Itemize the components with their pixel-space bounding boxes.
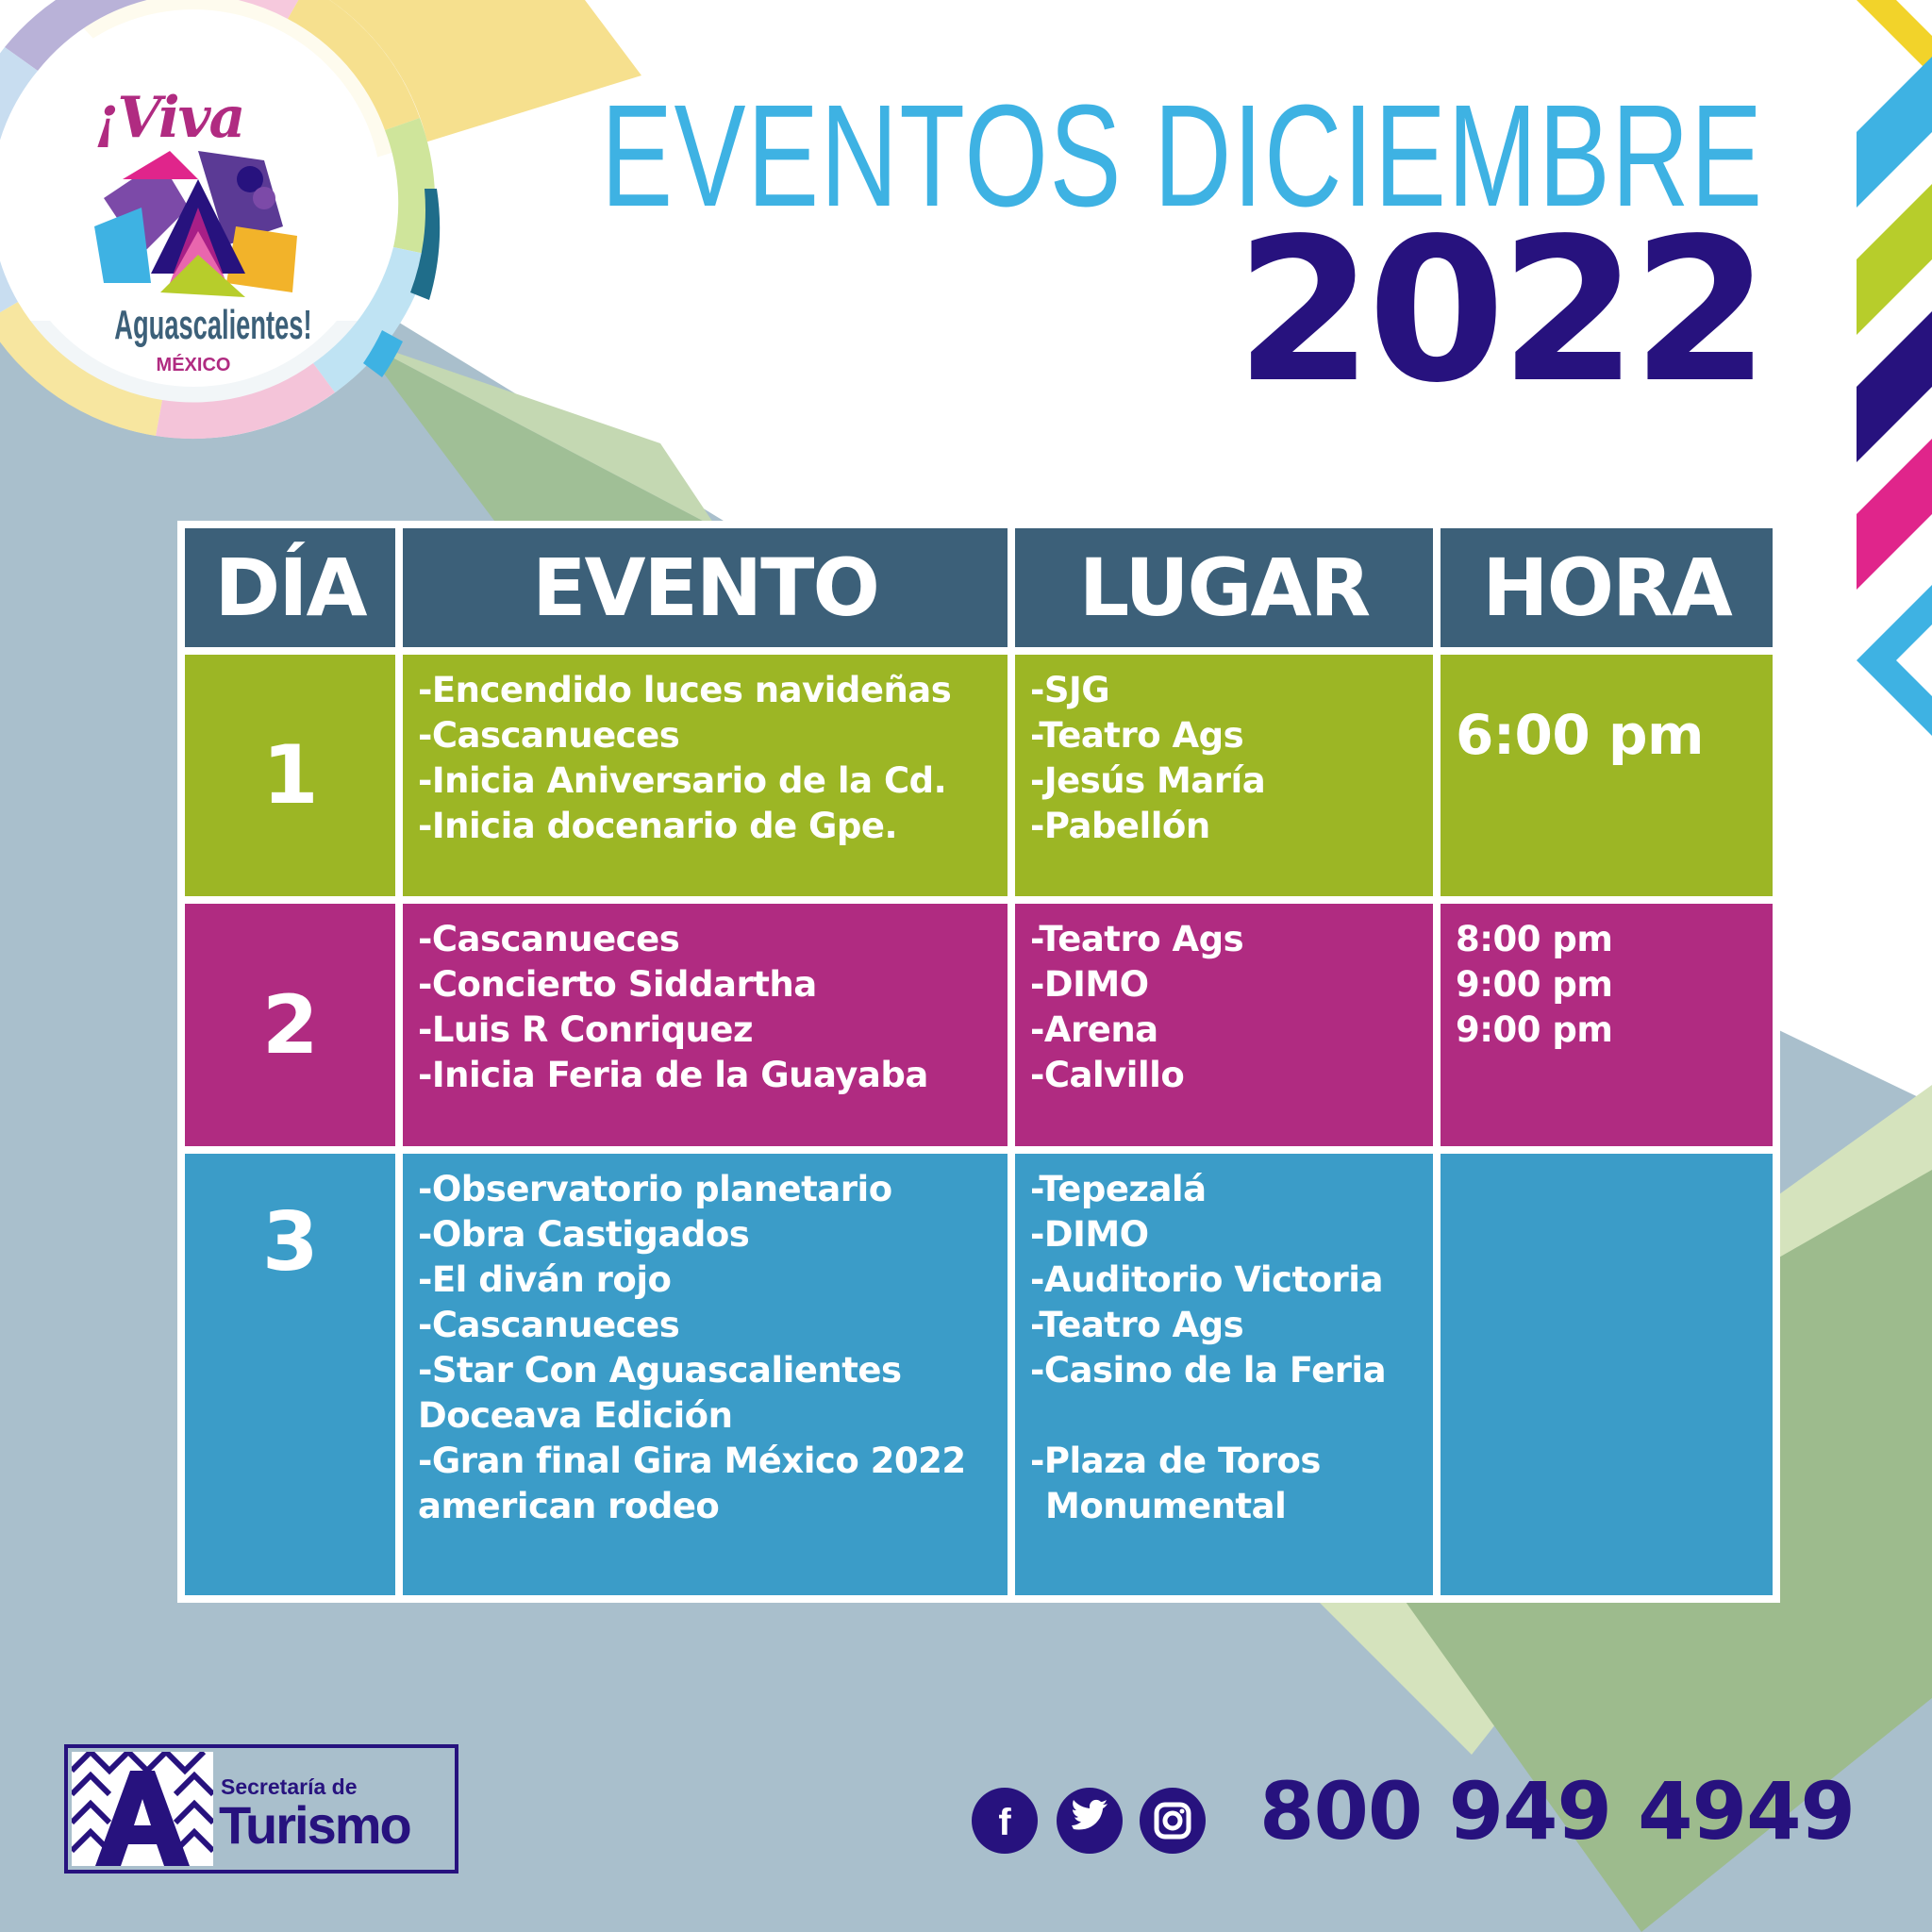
page-year: 2022 xyxy=(1235,195,1764,426)
place-item: -Jesús María xyxy=(1030,760,1266,801)
place-item: -Arena xyxy=(1030,1009,1158,1050)
event-item: -Inicia Aniversario de la Cd. xyxy=(418,760,947,801)
logo-brand-name: Aguascalientes! xyxy=(114,302,312,348)
event-item: Doceava Edición xyxy=(418,1395,733,1436)
svg-text:f: f xyxy=(998,1802,1011,1843)
day-cell: 3 xyxy=(185,1154,395,1595)
table-row xyxy=(185,655,1773,896)
day-cell: 2 xyxy=(185,904,395,1146)
time-item: 6:00 pm xyxy=(1456,703,1704,767)
event-item: -Inicia Feria de la Guayaba xyxy=(418,1055,928,1095)
time-cell xyxy=(1441,655,1773,896)
letter-a-emblem-icon xyxy=(72,1752,213,1866)
event-cell xyxy=(403,655,1008,896)
event-item: -Inicia docenario de Gpe. xyxy=(418,806,898,846)
place-item: -Teatro Ags xyxy=(1030,715,1244,756)
secretaria-turismo-logo xyxy=(64,1744,458,1874)
table-row xyxy=(185,904,1773,1146)
twitter-icon[interactable] xyxy=(1057,1788,1123,1854)
column-header-dia: DÍA xyxy=(185,528,395,647)
place-item: -Calvillo xyxy=(1030,1055,1185,1095)
place-item: -Pabellón xyxy=(1030,806,1210,846)
table-header-row xyxy=(185,528,1773,647)
viva-aguascalientes-logo xyxy=(66,85,321,387)
time-item: 9:00 pm xyxy=(1456,1009,1613,1050)
instagram-icon[interactable] xyxy=(1140,1788,1206,1854)
event-cell xyxy=(403,1154,1008,1595)
phone-number[interactable]: 800 949 4949 xyxy=(1259,1765,1855,1857)
column-header-lugar: LUGAR xyxy=(1015,528,1433,647)
event-item: -Star Con Aguascalientes xyxy=(418,1350,902,1391)
place-cell xyxy=(1015,655,1433,896)
place-item: -Auditorio Victoria xyxy=(1030,1259,1383,1300)
logo-country: MÉXICO xyxy=(156,355,231,375)
event-item: -Gran final Gira México 2022 xyxy=(418,1441,966,1481)
place-spacer xyxy=(1030,1393,1420,1439)
place-cell xyxy=(1015,904,1433,1146)
place-item: Monumental xyxy=(1045,1486,1287,1526)
place-item: -Casino de la Feria xyxy=(1030,1350,1387,1391)
event-item: -Obra Castigados xyxy=(418,1214,750,1255)
facebook-icon[interactable] xyxy=(972,1788,1038,1854)
event-item: -El diván rojo xyxy=(418,1259,672,1300)
time-cell xyxy=(1441,1154,1773,1595)
events-table xyxy=(177,521,1780,1603)
event-item: -Cascanueces xyxy=(418,919,680,959)
event-item: -Cascanueces xyxy=(418,715,680,756)
event-cell xyxy=(403,904,1008,1146)
place-item: -SJG xyxy=(1030,670,1110,710)
event-item: -Encendido luces navideñas xyxy=(418,670,952,710)
time-item: 8:00 pm xyxy=(1456,919,1613,959)
time-item: 9:00 pm xyxy=(1456,964,1613,1005)
turismo-label: Turismo xyxy=(219,1795,410,1855)
event-item: -Concierto Siddartha xyxy=(418,964,817,1005)
event-item: -Cascanueces xyxy=(418,1305,680,1345)
place-item: -Tepezalá xyxy=(1030,1169,1207,1209)
place-item: -DIMO xyxy=(1030,964,1149,1005)
table-row xyxy=(185,1154,1773,1595)
time-cell xyxy=(1441,904,1773,1146)
place-item: -Teatro Ags xyxy=(1030,1305,1244,1345)
day-cell: 1 xyxy=(185,655,395,896)
place-item: -Plaza de Toros xyxy=(1030,1441,1321,1481)
event-item: -Luis R Conriquez xyxy=(418,1009,754,1050)
place-cell xyxy=(1015,1154,1433,1595)
event-item: -Observatorio planetario xyxy=(418,1169,892,1209)
event-item: american rodeo xyxy=(418,1486,720,1526)
column-header-evento: EVENTO xyxy=(403,528,1008,647)
logo-script-text: ¡Viva xyxy=(94,85,244,151)
logo-emblem-icon xyxy=(85,142,311,302)
column-header-hora: HORA xyxy=(1441,528,1773,647)
place-item: -DIMO xyxy=(1030,1214,1149,1255)
secretaria-label: Secretaría de xyxy=(221,1774,358,1799)
page-title: EVENTOS DICIEMBRE xyxy=(601,75,1764,237)
place-item: -Teatro Ags xyxy=(1030,919,1244,959)
